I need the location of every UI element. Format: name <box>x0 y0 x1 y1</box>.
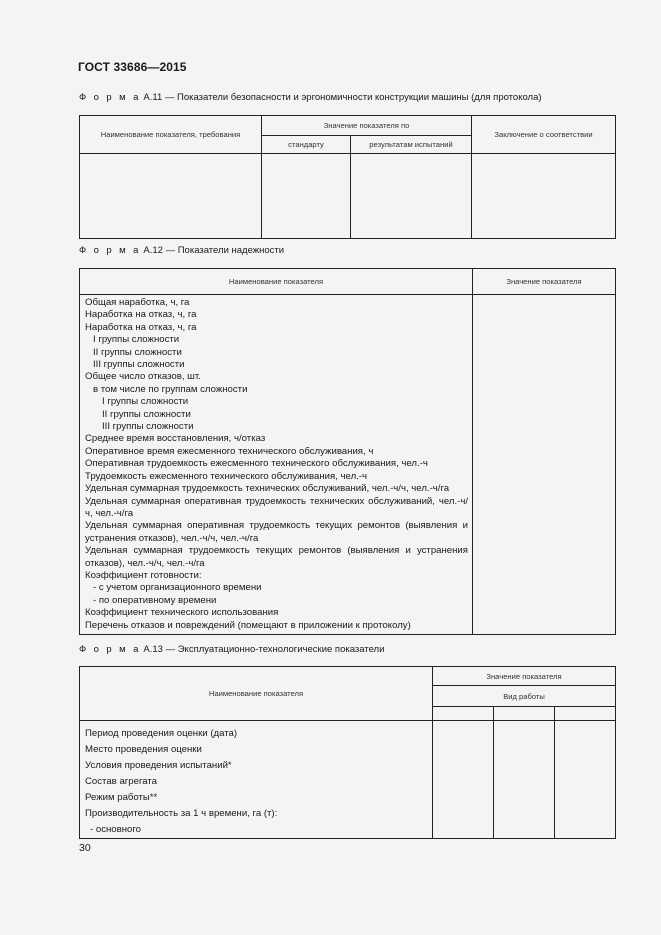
a12-value-cell <box>473 295 616 635</box>
list-item: Период проведения оценки (дата) <box>85 728 238 739</box>
a13-header-work-type: Вид работы <box>433 686 616 707</box>
list-item: Оперативное время ежесменного технического обслуживания, ч <box>85 445 374 457</box>
list-item: - основного <box>90 824 141 835</box>
a13-value-cell <box>433 721 494 839</box>
a13-header-value: Значение показателя <box>433 667 616 686</box>
list-item: Удельная суммарная оперативная трудоемкость технических обслуживаний, чел.-ч/ч, чел.-ч/га <box>85 495 468 519</box>
list-item: - с учетом организационного времени <box>93 582 262 594</box>
list-item: II группы сложности <box>102 408 191 420</box>
a12-indicator-list <box>80 295 473 635</box>
list-item: Оперативная трудоемкость ежесменного технического обслуживания, чел.-ч <box>85 458 428 470</box>
list-item: Перечень отказов и повреждений (помещают в приложении к протоколу) <box>85 619 411 631</box>
list-item: Общее число отказов, шт. <box>85 371 201 383</box>
form-a12-caption-text: А.12 — Показатели надежности <box>140 245 285 256</box>
list-item: III группы сложности <box>93 359 185 371</box>
a13-work-col-cell <box>433 707 494 721</box>
a11-empty-cell <box>80 154 262 239</box>
list-item: Общая наработка, ч, га <box>85 297 190 308</box>
a13-indicator-list <box>80 721 433 839</box>
list-item: Удельная суммарная трудоемкость технических обслуживаний, чел.-ч/ч, чел.-ч/га <box>85 483 450 495</box>
form-a11-caption <box>79 92 542 103</box>
a11-header-results: результатам испытаний <box>351 136 472 154</box>
list-item: Производительность за 1 ч времени, га (т): <box>85 808 278 819</box>
a13-value-cell <box>555 721 616 839</box>
a11-header-value-group: Значение показателя по <box>262 116 472 136</box>
a11-empty-cell <box>262 154 351 239</box>
a11-empty-cell <box>472 154 616 239</box>
list-item: Место проведения оценки <box>85 744 202 755</box>
list-item: Наработка на отказ, ч, га <box>85 321 197 333</box>
list-item: Режим работы** <box>85 792 158 803</box>
a11-empty-cell <box>351 154 472 239</box>
form-a11-table <box>79 115 616 239</box>
form-a13-caption-text: А.13 — Эксплуатационно-технологические показатели <box>140 644 385 655</box>
list-item: Трудоемкость ежесменного технического обслуживания, чел.-ч <box>85 470 368 482</box>
list-item: Состав агрегата <box>85 776 157 787</box>
form-a13-table <box>79 666 616 839</box>
form-a12-caption-prefix: Ф о р м а <box>79 245 141 256</box>
list-item: Удельная суммарная оперативная трудоемкость текущих ремонтов (выявления и устранения отказов), чел.-ч/ч, чел.-ч/га <box>85 520 468 544</box>
a13-header-name: Наименование показателя <box>80 667 433 721</box>
list-item: Коэффициент готовности: <box>85 569 202 581</box>
list-item: I группы сложности <box>102 396 189 408</box>
a13-work-col-cell <box>494 707 555 721</box>
list-item: - по оперативному времени <box>93 594 217 606</box>
list-item: I группы сложности <box>93 334 180 346</box>
form-a11-caption-prefix: Ф о р м а <box>79 92 141 103</box>
a11-header-name: Наименование показателя, требования <box>80 116 262 154</box>
form-a11-caption-text: А.11 — Показатели безопасности и эргономичности конструкции машины (для протокола) <box>140 92 542 103</box>
a13-value-cell <box>494 721 555 839</box>
list-item: в том числе по группам сложности <box>93 383 248 395</box>
list-item: Наработка на отказ, ч, га <box>85 309 197 321</box>
list-item: Условия проведения испытаний* <box>85 760 232 771</box>
a11-header-standard: стандарту <box>262 136 351 154</box>
a12-header-value: Значение показателя <box>473 269 616 295</box>
list-item: Коэффициент технического использования <box>85 607 279 619</box>
list-item: II группы сложности <box>93 346 182 358</box>
form-a12-caption <box>79 245 284 256</box>
form-a12-table <box>79 268 616 635</box>
a12-header-name: Наименование показателя <box>80 269 473 295</box>
list-item: Удельная суммарная трудоемкость текущих ремонтов (выявления и устранения отказов), чел.-ч/ч, чел.-ч/га <box>85 545 468 569</box>
page-number: 30 <box>79 842 91 854</box>
form-a13-caption <box>79 644 384 655</box>
a13-work-col-cell <box>555 707 616 721</box>
list-item: III группы сложности <box>102 421 194 433</box>
form-a13-caption-prefix: Ф о р м а <box>79 644 141 655</box>
list-item: Среднее время восстановления, ч/отказ <box>85 433 266 445</box>
a11-header-conclusion: Заключение о соответствии <box>472 116 616 154</box>
document-title: ГОСТ 33686—2015 <box>78 60 187 74</box>
